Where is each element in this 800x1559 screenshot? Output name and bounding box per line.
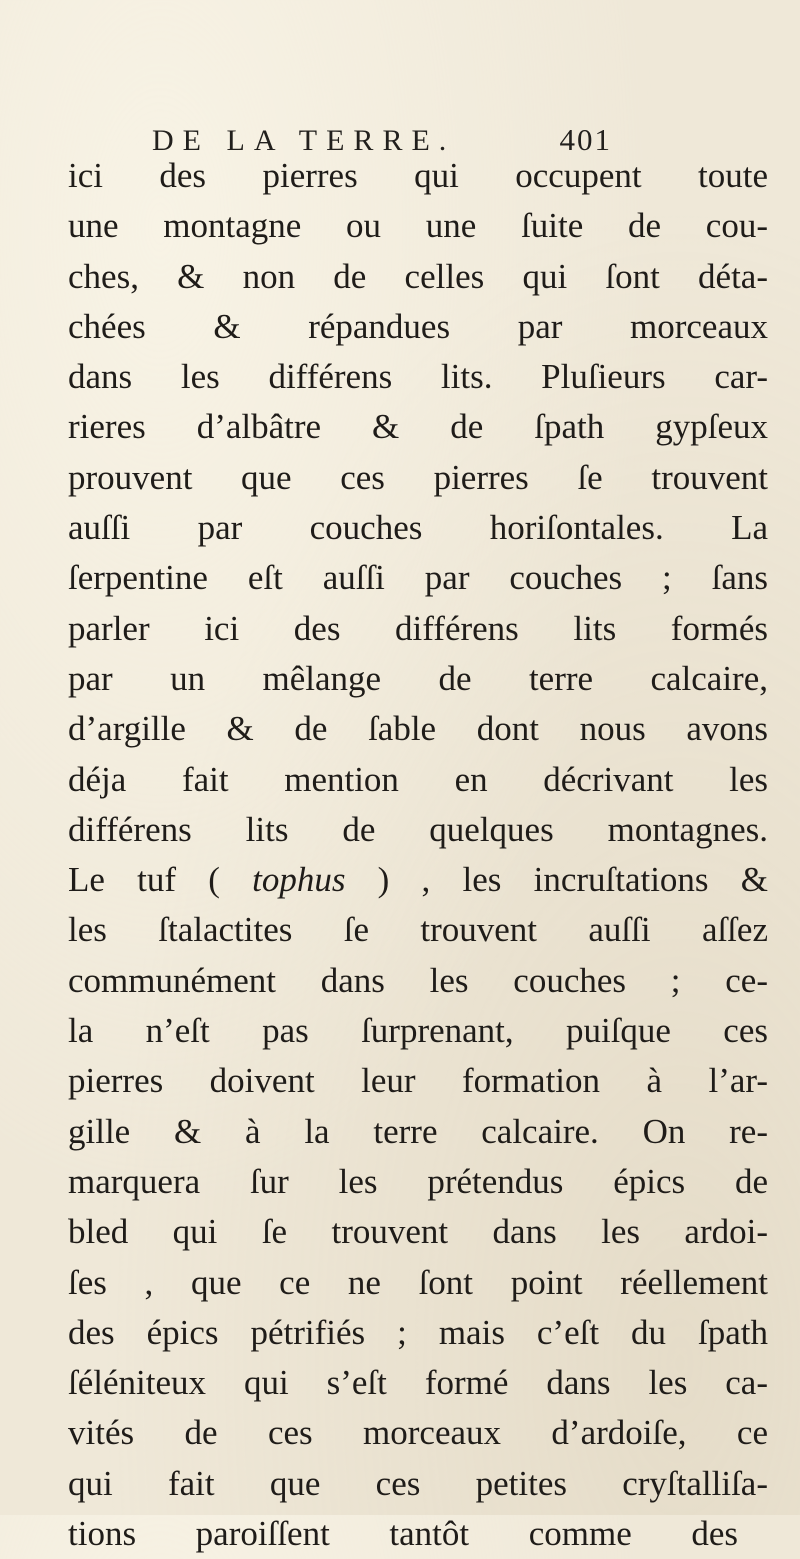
text-line: ſerpentine eſt auſſi par couches ; ſans	[68, 558, 768, 598]
text-line: dans les différens lits. Pluſieurs car-	[68, 357, 768, 397]
text-line: communément dans les couches ; ce-	[68, 960, 768, 1000]
text-line: une montagne ou une ſuite de cou-	[68, 206, 768, 246]
text-line: tions paroiſſent tantôt comme des	[68, 1514, 738, 1554]
body-text	[68, 151, 768, 1559]
text-line: ici des pierres qui occupent toute	[68, 156, 768, 195]
text-line: qui fait que ces petites cryſtalliſa-	[68, 1463, 768, 1503]
text-line: ches, & non de celles qui ſont déta-	[68, 256, 768, 296]
text-line: parler ici des différens lits formés	[68, 608, 768, 648]
text-line: la n’eſt pas ſurprenant, puiſque ces	[68, 1011, 768, 1051]
text-line: déja fait mention en décrivant les	[68, 759, 768, 799]
text-line: différens lits de quelques montagnes.	[68, 809, 768, 849]
text-line: bled qui ſe trouvent dans les ardoi-	[68, 1212, 768, 1252]
text-line: par un mêlange de terre calcaire,	[68, 658, 768, 698]
text-line: ſes , que ce ne ſont point réellement	[68, 1262, 768, 1302]
text-line: ſéléniteux qui s’eſt formé dans les ca-	[68, 1363, 768, 1403]
text-line: gille & à la terre calcaire. On re-	[68, 1111, 768, 1151]
running-title: DE LA TERRE.	[152, 124, 456, 157]
text-line: d’argille & de ſable dont nous avons	[68, 709, 768, 749]
text-line: pierres doivent leur formation à l’ar-	[68, 1061, 768, 1101]
text-line: les ſtalactites ſe trouvent auſſi aſſez	[68, 910, 768, 950]
text-line: Le tuf ( tophus ) , les incruſtations &	[68, 860, 768, 900]
text-line: rieres d’albâtre & de ſpath gypſeux	[68, 407, 768, 447]
text-line: chées & répandues par morceaux	[68, 306, 768, 346]
text-line: vités de ces morceaux d’ardoiſe, ce	[68, 1413, 768, 1453]
text-line: marquera ſur les prétendus épics de	[68, 1161, 768, 1201]
page-number: 401	[559, 122, 612, 157]
text-line: auſſi par couches horiſontales. La	[68, 508, 768, 548]
latin-term: tophus	[252, 860, 346, 900]
text-line: prouvent que ces pierres ſe trouvent	[68, 457, 768, 497]
text-line: des épics pétrifiés ; mais c’eſt du ſpath	[68, 1312, 768, 1352]
